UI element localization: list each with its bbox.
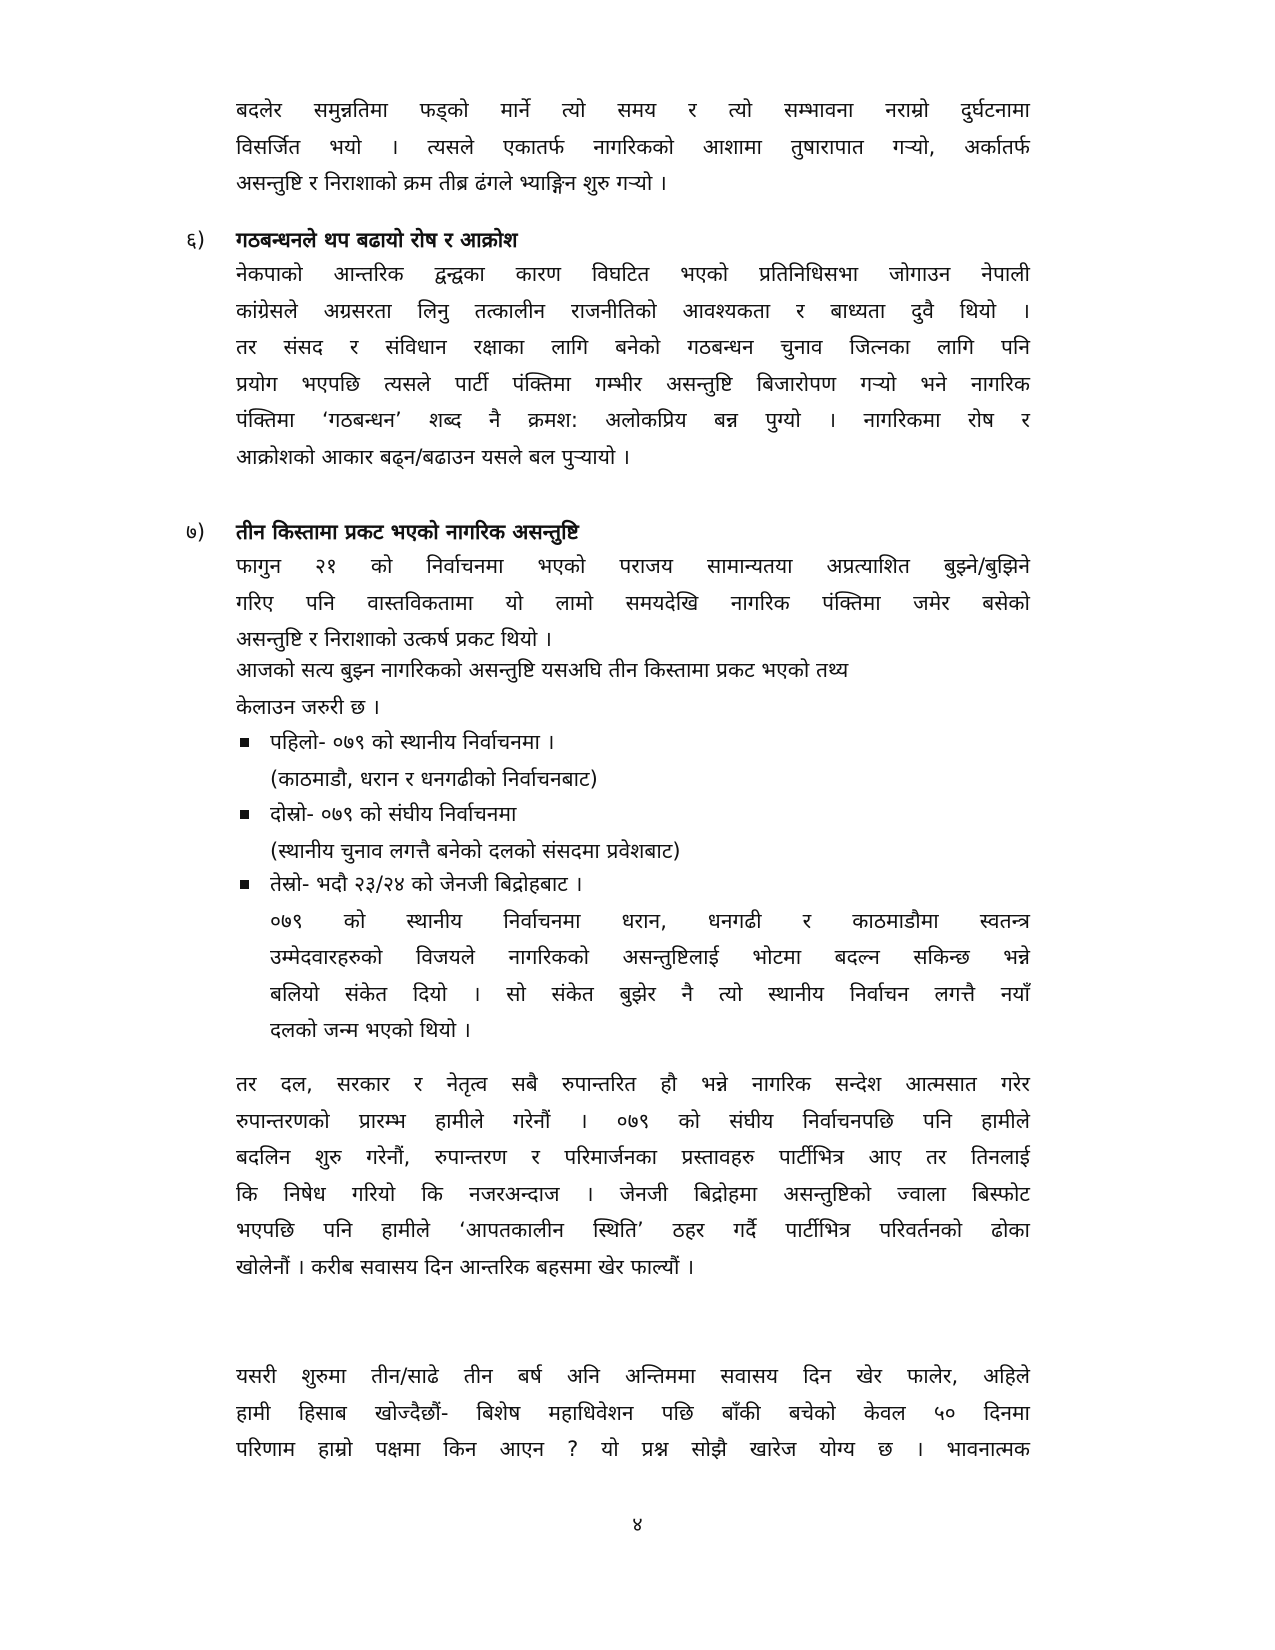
text-line: आक्रोशको आकार बढ्न/बढाउन यसले बल पुऱ्यायो । <box>236 444 630 469</box>
text-line: फागुन २१ को निर्वाचनमा भएको पराजय सामान्यतया अप्रत्याशित बुझ्ने/बुझिने <box>236 554 1030 578</box>
text-line: नेकपाको आन्तरिक द्वन्द्वका कारण विघटित भएको प्रतिनिधिसभा जोगाउन नेपाली <box>236 262 1030 286</box>
text-line: केलाउन जरुरी छ । <box>236 694 380 719</box>
text-line: तर संसद र संविधान रक्षाका लागि बनेको गठबन्धन चुनाव जित्नका लागि पनि <box>236 335 1030 359</box>
square-bullet-icon <box>240 810 249 819</box>
text-line: तेस्रो- भदौ २३/२४ को जेनजी बिद्रोहबाट । <box>270 872 583 896</box>
text-line: (काठमाडौ, धरान र धनगढीको निर्वाचनबाट) <box>270 766 598 791</box>
bullet-item <box>236 866 1030 1050</box>
text-line: विसर्जित भयो । त्यसले एकातर्फ नागरिकको आशामा तुषारापात गऱ्यो, अर्कातर्फ <box>236 134 1030 159</box>
text-line: असन्तुष्टि र निराशाको उत्कर्ष प्रकट थियो । <box>236 627 552 651</box>
section-7-paragraph-2 <box>236 652 1030 725</box>
text-line: कि निषेध गरियो कि नजरअन्दाज । जेनजी बिद्रोहमा असन्तुष्टिको ज्वाला बिस्फोट <box>236 1181 1030 1206</box>
text-line: बदलिन शुरु गरेनौं, रुपान्तरण र परिमार्जनका प्रस्तावहरु पार्टीभित्र आए तर तिनलाई <box>236 1145 1030 1169</box>
text-line: दलको जन्म भएको थियो । <box>270 1018 471 1042</box>
text-line: परिणाम हाम्रो पक्षमा किन आएन ? यो प्रश्न सोझै खारेज योग्य छ । भावनात्मक <box>236 1437 1030 1461</box>
section-6-body <box>236 256 1030 475</box>
section-title: तीन किस्तामा प्रकट भएको नागरिक असन्तुष्टि <box>236 520 579 544</box>
text-line: पंक्तिमा ‘गठबन्धन’ शब्द नै क्रमश: अलोकप्रिय बन्न पुग्यो । नागरिकमा रोष र <box>236 408 1030 432</box>
text-line: यसरी शुरुमा तीन/साढे तीन बर्ष अनि अन्तिममा सवासय दिन खेर फालेर, अहिले <box>236 1364 1030 1388</box>
text-line: कांग्रेसले अग्रसरता लिनु तत्कालीन राजनीतिको आवश्यकता र बाध्यता दुवै थियो । <box>236 298 1030 323</box>
text-line: प्रयोग भएपछि त्यसले पार्टी पंक्तिमा गम्भीर असन्तुष्टि बिजारोपण गऱ्यो भने नागरिक <box>236 371 1030 396</box>
section-number: ६) <box>186 228 206 252</box>
final-paragraph <box>236 1358 1030 1468</box>
text-line: भएपछि पनि हामीले ‘आपतकालीन स्थिति’ ठहर गर्दै पार्टीभित्र परिवर्तनको ढोका <box>236 1218 1030 1242</box>
text-line: खोलेनौं । करीब सवासय दिन आन्तरिक बहसमा खेर फाल्यौं । <box>236 1254 695 1279</box>
square-bullet-icon <box>240 880 249 889</box>
text-line: ०७९ को स्थानीय निर्वाचनमा धरान, धनगढी र काठमाडौमा स्वतन्त्र <box>270 908 1030 933</box>
bullet-item <box>236 724 1030 798</box>
text-line: तर दल, सरकार र नेतृत्व सबै रुपान्तरित हौ भन्ने नागरिक सन्देश आत्मसात गरेर <box>236 1072 1030 1096</box>
intro-paragraph <box>236 92 1030 202</box>
page-number: ४ <box>632 1512 643 1536</box>
text-line: दोस्रो- ०७९ को संघीय निर्वाचनमा <box>270 802 517 826</box>
text-line: रुपान्तरणको प्रारम्भ हामीले गरेनौं । ०७९ को संघीय निर्वाचनपछि पनि हामीले <box>236 1108 1030 1133</box>
square-bullet-icon <box>240 738 249 747</box>
section-number: ७) <box>186 520 206 544</box>
bullet-item <box>236 796 1030 870</box>
text-line: हामी हिसाब खोज्दैछौं- बिशेष महाधिवेशन पछि बाँकी बचेको केवल ५० दिनमा <box>236 1400 1030 1425</box>
transformation-paragraph <box>236 1066 1030 1285</box>
text-line: बलियो संकेत दियो । सो संकेत बुझेर नै त्यो स्थानीय निर्वाचन लगत्तै नयाँ <box>270 981 1030 1006</box>
section-7-body <box>236 548 1030 658</box>
text-line: उम्मेदवारहरुको विजयले नागरिकको असन्तुष्टिलाई भोटमा बदल्न सकिन्छ भन्ने <box>270 945 1030 969</box>
text-line: आजको सत्य बुझ्न नागरिकको असन्तुष्टि यसअघि तीन किस्तामा प्रकट भएको तथ्य <box>236 658 849 682</box>
text-line: (स्थानीय चुनाव लगत्तै बनेको दलको संसदमा प्रवेशबाट) <box>270 838 681 863</box>
text-line: गरिए पनि वास्तविकतामा यो लामो समयदेखि नागरिक पंक्तिमा जमेर बसेको <box>236 590 1030 615</box>
text-line: असन्तुष्टि र निराशाको क्रम तीब्र ढंगले भ्याङ्गिन शुरु गऱ्यो । <box>236 171 667 195</box>
section-7-heading <box>186 514 1036 550</box>
section-6-heading <box>186 222 1036 258</box>
text-line: बदलेर समुन्नतिमा फड्को मार्ने त्यो समय र त्यो सम्भावना नराम्रो दुर्घटनामा <box>236 98 1030 122</box>
section-title: गठबन्धनले थप बढायो रोष र आक्रोश <box>236 228 518 252</box>
text-line: पहिलो- ०७९ को स्थानीय निर्वाचनमा । <box>270 730 555 754</box>
